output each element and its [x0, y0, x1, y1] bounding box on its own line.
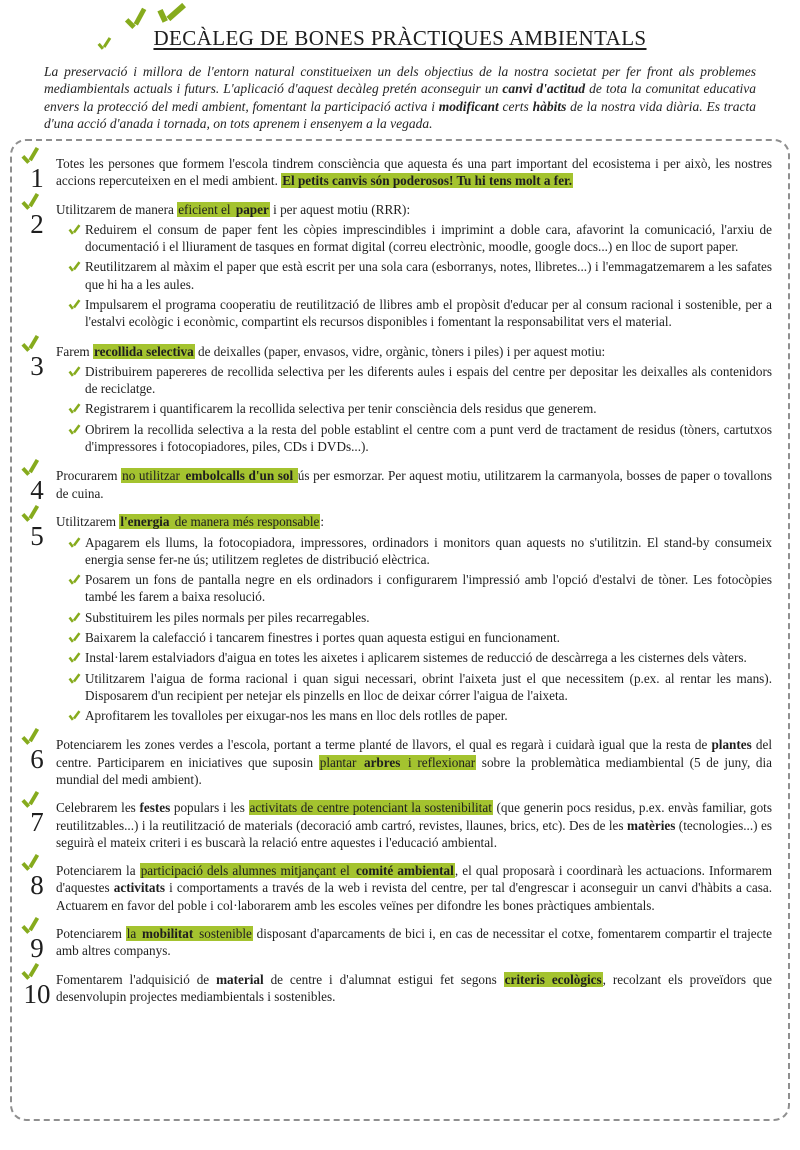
- item-number-column: [18, 155, 56, 192]
- item-number: 2: [30, 208, 44, 239]
- subitem-text: Reduirem el consum de paper fent les còpies imprescindibles i imprimint a doble cara, afavorint la comunicació, l'arxiu de documentació i el lliurament de tasques en format digital (correu electrònic, moodle, google docs...) en lloc de suport paper.: [85, 221, 772, 255]
- subitem-list: [68, 534, 772, 725]
- text-segment: eficient el: [178, 201, 234, 217]
- item-number-column: [18, 201, 56, 334]
- decalogue-item: [18, 925, 772, 962]
- bullet-check-icon: [68, 632, 81, 643]
- item-check-icon: [20, 790, 41, 809]
- text-segment: (que generin pocs residus, p.ex. envàs familiar, gots reutilitzables...) i la reutilització de materials (decoració amb cartró, revistes, llaunes, brics, etc). Des de les: [56, 800, 772, 833]
- text-segment: matèries: [627, 817, 676, 833]
- bullet-check-icon: [68, 299, 81, 310]
- item-text: [56, 155, 772, 190]
- text-segment: de la nostra vida diària. Es tracta d'una acció d'anada i tornada, on tots aprenem i ensenyem a la vegada.: [44, 98, 756, 132]
- subitem: [68, 534, 772, 569]
- item-number-column: [18, 467, 56, 504]
- item-text: [56, 343, 772, 360]
- item-text: [56, 925, 772, 960]
- text-segment: certs: [498, 98, 533, 114]
- item-number: 7: [30, 807, 44, 838]
- text-segment: material: [216, 971, 264, 987]
- item-body: [56, 155, 772, 192]
- item-text: [56, 467, 772, 502]
- item-number: 4: [30, 475, 44, 506]
- page-title: DECÀLEG DE BONES PRÀCTIQUES AMBIENTALS: [153, 26, 647, 50]
- text-segment: activitats de centre potenciant la sostenibilitat: [249, 800, 492, 816]
- text-segment: plantar: [319, 754, 362, 770]
- subitem-list: [68, 363, 772, 455]
- subitem-text: Substituirem les piles normals per piles recarregables.: [85, 609, 370, 625]
- text-segment: no utilitzar: [122, 468, 184, 484]
- item-check-icon: [20, 916, 41, 935]
- subitem: [68, 670, 772, 705]
- decalogue-item: [18, 799, 772, 853]
- subitem: [68, 609, 772, 626]
- decalogue-item: [18, 513, 772, 727]
- text-segment: de manera més responsable: [171, 514, 320, 530]
- item-number: 6: [30, 744, 44, 775]
- text-segment: criteris ecològics: [504, 971, 602, 987]
- text-segment: Celebrarem les: [56, 800, 140, 816]
- text-segment: plantes: [711, 737, 752, 753]
- decorative-check-icon: [123, 6, 150, 30]
- subitem-text: Utilitzarem l'aigua de forma racional i quan sigui necessari, obrint l'aixeta just el que necessitem (p.ex. al rentar les mans). Disposarem d'un recipient per netejar els pinzells en lloc de deixar córrer l'aigua de l'aixeta.: [85, 670, 772, 703]
- text-segment: sostenible: [195, 925, 252, 941]
- text-segment: de deixalles (paper, envasos, vidre, orgànic, tòners i piles) i per aquest motiu:: [194, 343, 606, 359]
- text-segment: ús per esmorzar. Per aquest motiu, utilitzarem la carmanyola, bosses de paper o tovallons de cuina.: [56, 468, 773, 501]
- item-check-icon: [20, 146, 41, 165]
- item-check-icon: [20, 504, 41, 523]
- item-text: [56, 736, 772, 788]
- text-segment: disposant d'aparcaments de bici i, en cas de necessitar el cotxe, fomentarem compartir el trajecte amb altres companys.: [56, 925, 772, 959]
- decalogue-item: [18, 467, 772, 504]
- bullet-check-icon: [68, 537, 81, 548]
- text-segment: , recolzant els proveïdors que desenvolupin projectes mediambientals i sostenibles.: [56, 971, 772, 1005]
- text-segment: Totes les persones que formem l'escola tindrem consciència que aquesta és una part important del ecosistema i per això, les nostres accions repercuteixen en el medi ambient.: [56, 155, 772, 188]
- text-segment: La preservació i millora de l'entorn natural constitueixen un dels objectius de la nostra societat per fer front als problemes mediambientals actuals i futurs. L'aplicació d'aquest decàleg pretén aconseguir un: [44, 64, 756, 97]
- bullet-check-icon: [68, 261, 81, 272]
- subitem: [68, 400, 772, 417]
- intro-paragraph: [44, 63, 756, 133]
- text-segment: canvi d'actitud: [502, 81, 586, 97]
- item-number: 8: [30, 870, 44, 901]
- text-segment: , el qual proposarà i coordinarà les actuacions. Informarem d'aquestes: [56, 863, 772, 896]
- text-segment: paper: [235, 201, 269, 217]
- item-number-column: [18, 925, 56, 962]
- text-segment: del centre. Participarem en iniciatives que suposin: [56, 737, 772, 770]
- text-segment: la: [126, 925, 141, 941]
- decalogue-box: [10, 139, 790, 1121]
- text-segment: i per aquest motiu (RRR):: [269, 201, 411, 217]
- decalogue-list: [18, 155, 772, 1008]
- bullet-check-icon: [68, 574, 81, 585]
- subitem: [68, 649, 772, 666]
- text-segment: mobilitat: [142, 925, 194, 941]
- text-segment: participació dels alumnes mitjançant el: [140, 863, 354, 879]
- subitem-text: Posarem un fons de pantalla negre en els ordinadors i configurarem l'impressió amb l'opció d'estalvi de tòner. Les fotocòpies també les farem a baixa resolució.: [85, 572, 772, 605]
- subitem: [68, 707, 772, 724]
- text-segment: Utilitzarem de manera: [56, 201, 178, 217]
- item-number-column: [18, 513, 56, 727]
- item-number: 10: [23, 978, 51, 1009]
- subitem: [68, 571, 772, 606]
- bullet-check-icon: [68, 424, 81, 435]
- text-segment: (tecnologies...) es seguirà el mateix criteri i es buscarà la relació entre aquestes i l'educació ambiental.: [56, 817, 772, 850]
- bullet-check-icon: [68, 612, 81, 623]
- decorative-check-icon: [97, 36, 113, 50]
- item-number: 9: [30, 932, 44, 963]
- text-segment: Utilitzarem: [56, 514, 120, 530]
- text-segment: de tota la comunitat educativa envers la protecció del medi ambient, fomentant la participació activa i: [44, 81, 757, 114]
- item-body: [56, 513, 772, 727]
- bullet-check-icon: [68, 710, 81, 721]
- subitem: [68, 258, 772, 293]
- text-segment: modificant: [438, 98, 499, 114]
- text-segment: i comportaments a través de la web i revista del centre, per tal d'engrescar i aconseguir un canvi d'hàbits a casa. Actuarem en favor del poble i col·laborarem amb les escoles veïnes per difondre les bones pràctiques ambientals.: [56, 880, 772, 913]
- text-segment: Fomentarem l'adquisició de: [56, 971, 217, 987]
- item-body: [56, 467, 772, 504]
- subitem-text: Reutilitzarem al màxim el paper que està escrit per una sola cara (esborranys, notes, llibretes...) i l'emmagatzemarem a les safates que hi ha a les aules.: [85, 259, 772, 292]
- text-segment: :: [320, 514, 325, 530]
- decalogue-item: [18, 343, 772, 459]
- item-text: [56, 201, 772, 218]
- text-segment: embolcalls d'un sol: [185, 468, 297, 484]
- item-check-icon: [20, 192, 41, 211]
- title-row: [0, 0, 800, 51]
- text-segment: Potenciarem: [56, 925, 126, 941]
- item-check-icon: [20, 334, 41, 353]
- text-segment: i reflexionar: [402, 754, 476, 770]
- item-number-column: [18, 971, 56, 1008]
- item-number-column: [18, 343, 56, 459]
- bullet-check-icon: [68, 652, 81, 663]
- item-body: [56, 201, 772, 334]
- subitem-text: Distribuirem papereres de recollida selectiva per les diferents aules i espais del centre per depositar les deixalles als contenidors de reciclatge.: [85, 363, 772, 397]
- subitem-text: Instal·larem estalviadors d'aigua en totes les aixetes i aplicarem sistemes de reducció de descàrrega a les cisternes dels vàters.: [85, 650, 747, 666]
- text-segment: comité ambiental: [355, 863, 454, 879]
- item-body: [56, 799, 772, 853]
- subitem: [68, 421, 772, 456]
- item-check-icon: [20, 458, 41, 477]
- subitem-text: Aprofitarem les tovalloles per eixugar-nos les mans en lloc dels rotlles de paper.: [85, 708, 508, 724]
- item-text: [56, 971, 772, 1006]
- decalogue-item: [18, 155, 772, 192]
- text-segment: recollida selectiva: [94, 343, 194, 359]
- item-body: [56, 971, 772, 1008]
- text-segment: sobre la problemàtica mediambiental (5 de juny, dia mundial del medi ambient).: [56, 754, 772, 787]
- subitem: [68, 296, 772, 331]
- item-number-column: [18, 862, 56, 916]
- subitem-list: [68, 221, 772, 331]
- item-body: [56, 862, 772, 916]
- text-segment: festes: [139, 800, 171, 816]
- decalogue-item: [18, 862, 772, 916]
- item-body: [56, 925, 772, 962]
- item-text: [56, 862, 772, 914]
- decalogue-item: [18, 201, 772, 334]
- text-segment: arbres: [363, 754, 401, 770]
- item-check-icon: [20, 853, 41, 872]
- text-segment: activitats: [113, 880, 166, 896]
- item-text: [56, 513, 772, 530]
- subitem-text: Obrirem la recollida selectiva a la resta del poble establint el centre com a punt verd de tractament de residus (tòners, cartutxos d'impressores i fotocopiadores, piles, CDs i DVDs...).: [85, 421, 772, 454]
- bullet-check-icon: [68, 673, 81, 684]
- text-segment: Procurarem: [56, 468, 122, 484]
- item-check-icon: [20, 727, 41, 746]
- subitem: [68, 363, 772, 398]
- bullet-check-icon: [68, 366, 81, 377]
- subitem: [68, 221, 772, 256]
- subitem-text: Impulsarem el programa cooperatiu de reutilització de llibres amb el propòsit d'educar per al consum racional i sostenible, per a l'estalvi ecològic i econòmic, compartint els recursos disponibles i fomentant la responsabilitat vers el material.: [85, 297, 772, 330]
- text-segment: Potenciarem les zones verdes a l'escola, portant a terme planté de llavors, el qual es regarà i cuidarà igual que la resta de: [56, 737, 712, 753]
- item-body: [56, 736, 772, 790]
- subitem-text: Baixarem la calefacció i tancarem finestres i portes quan aquesta estigui en funcionament.: [85, 629, 560, 645]
- text-segment: de centre i d'alumnat estigui fet segons: [263, 971, 504, 987]
- item-number-column: [18, 736, 56, 790]
- item-body: [56, 343, 772, 459]
- subitem-text: Registrarem i quantificarem la recollida selectiva per tenir consciència dels residus que generem.: [85, 401, 597, 417]
- text-segment: hàbits: [532, 98, 567, 114]
- text-segment: populars i les: [170, 800, 249, 816]
- bullet-check-icon: [68, 224, 81, 235]
- item-number: 3: [30, 350, 44, 381]
- decalogue-item: [18, 736, 772, 790]
- subitem-text: Apagarem els llums, la fotocopiadora, impressores, ordinadors i monitors quan aquests no s'utilitzin. El stand-by consumeix energia sense fer-ne ús; utilitzem regletes de distribució elèctrica.: [85, 534, 772, 567]
- item-number: 1: [30, 162, 44, 193]
- text-segment: l'energia: [120, 514, 170, 530]
- decalogue-item: [18, 971, 772, 1008]
- text-segment: Farem: [56, 343, 93, 359]
- text-segment: El petits canvis són poderosos! Tu hi tens molt a fer.: [282, 172, 572, 188]
- item-number: 5: [30, 521, 44, 552]
- item-text: [56, 799, 772, 851]
- item-check-icon: [20, 962, 41, 981]
- text-segment: Potenciarem la: [56, 863, 140, 879]
- subitem: [68, 629, 772, 646]
- bullet-check-icon: [68, 403, 81, 414]
- item-number-column: [18, 799, 56, 853]
